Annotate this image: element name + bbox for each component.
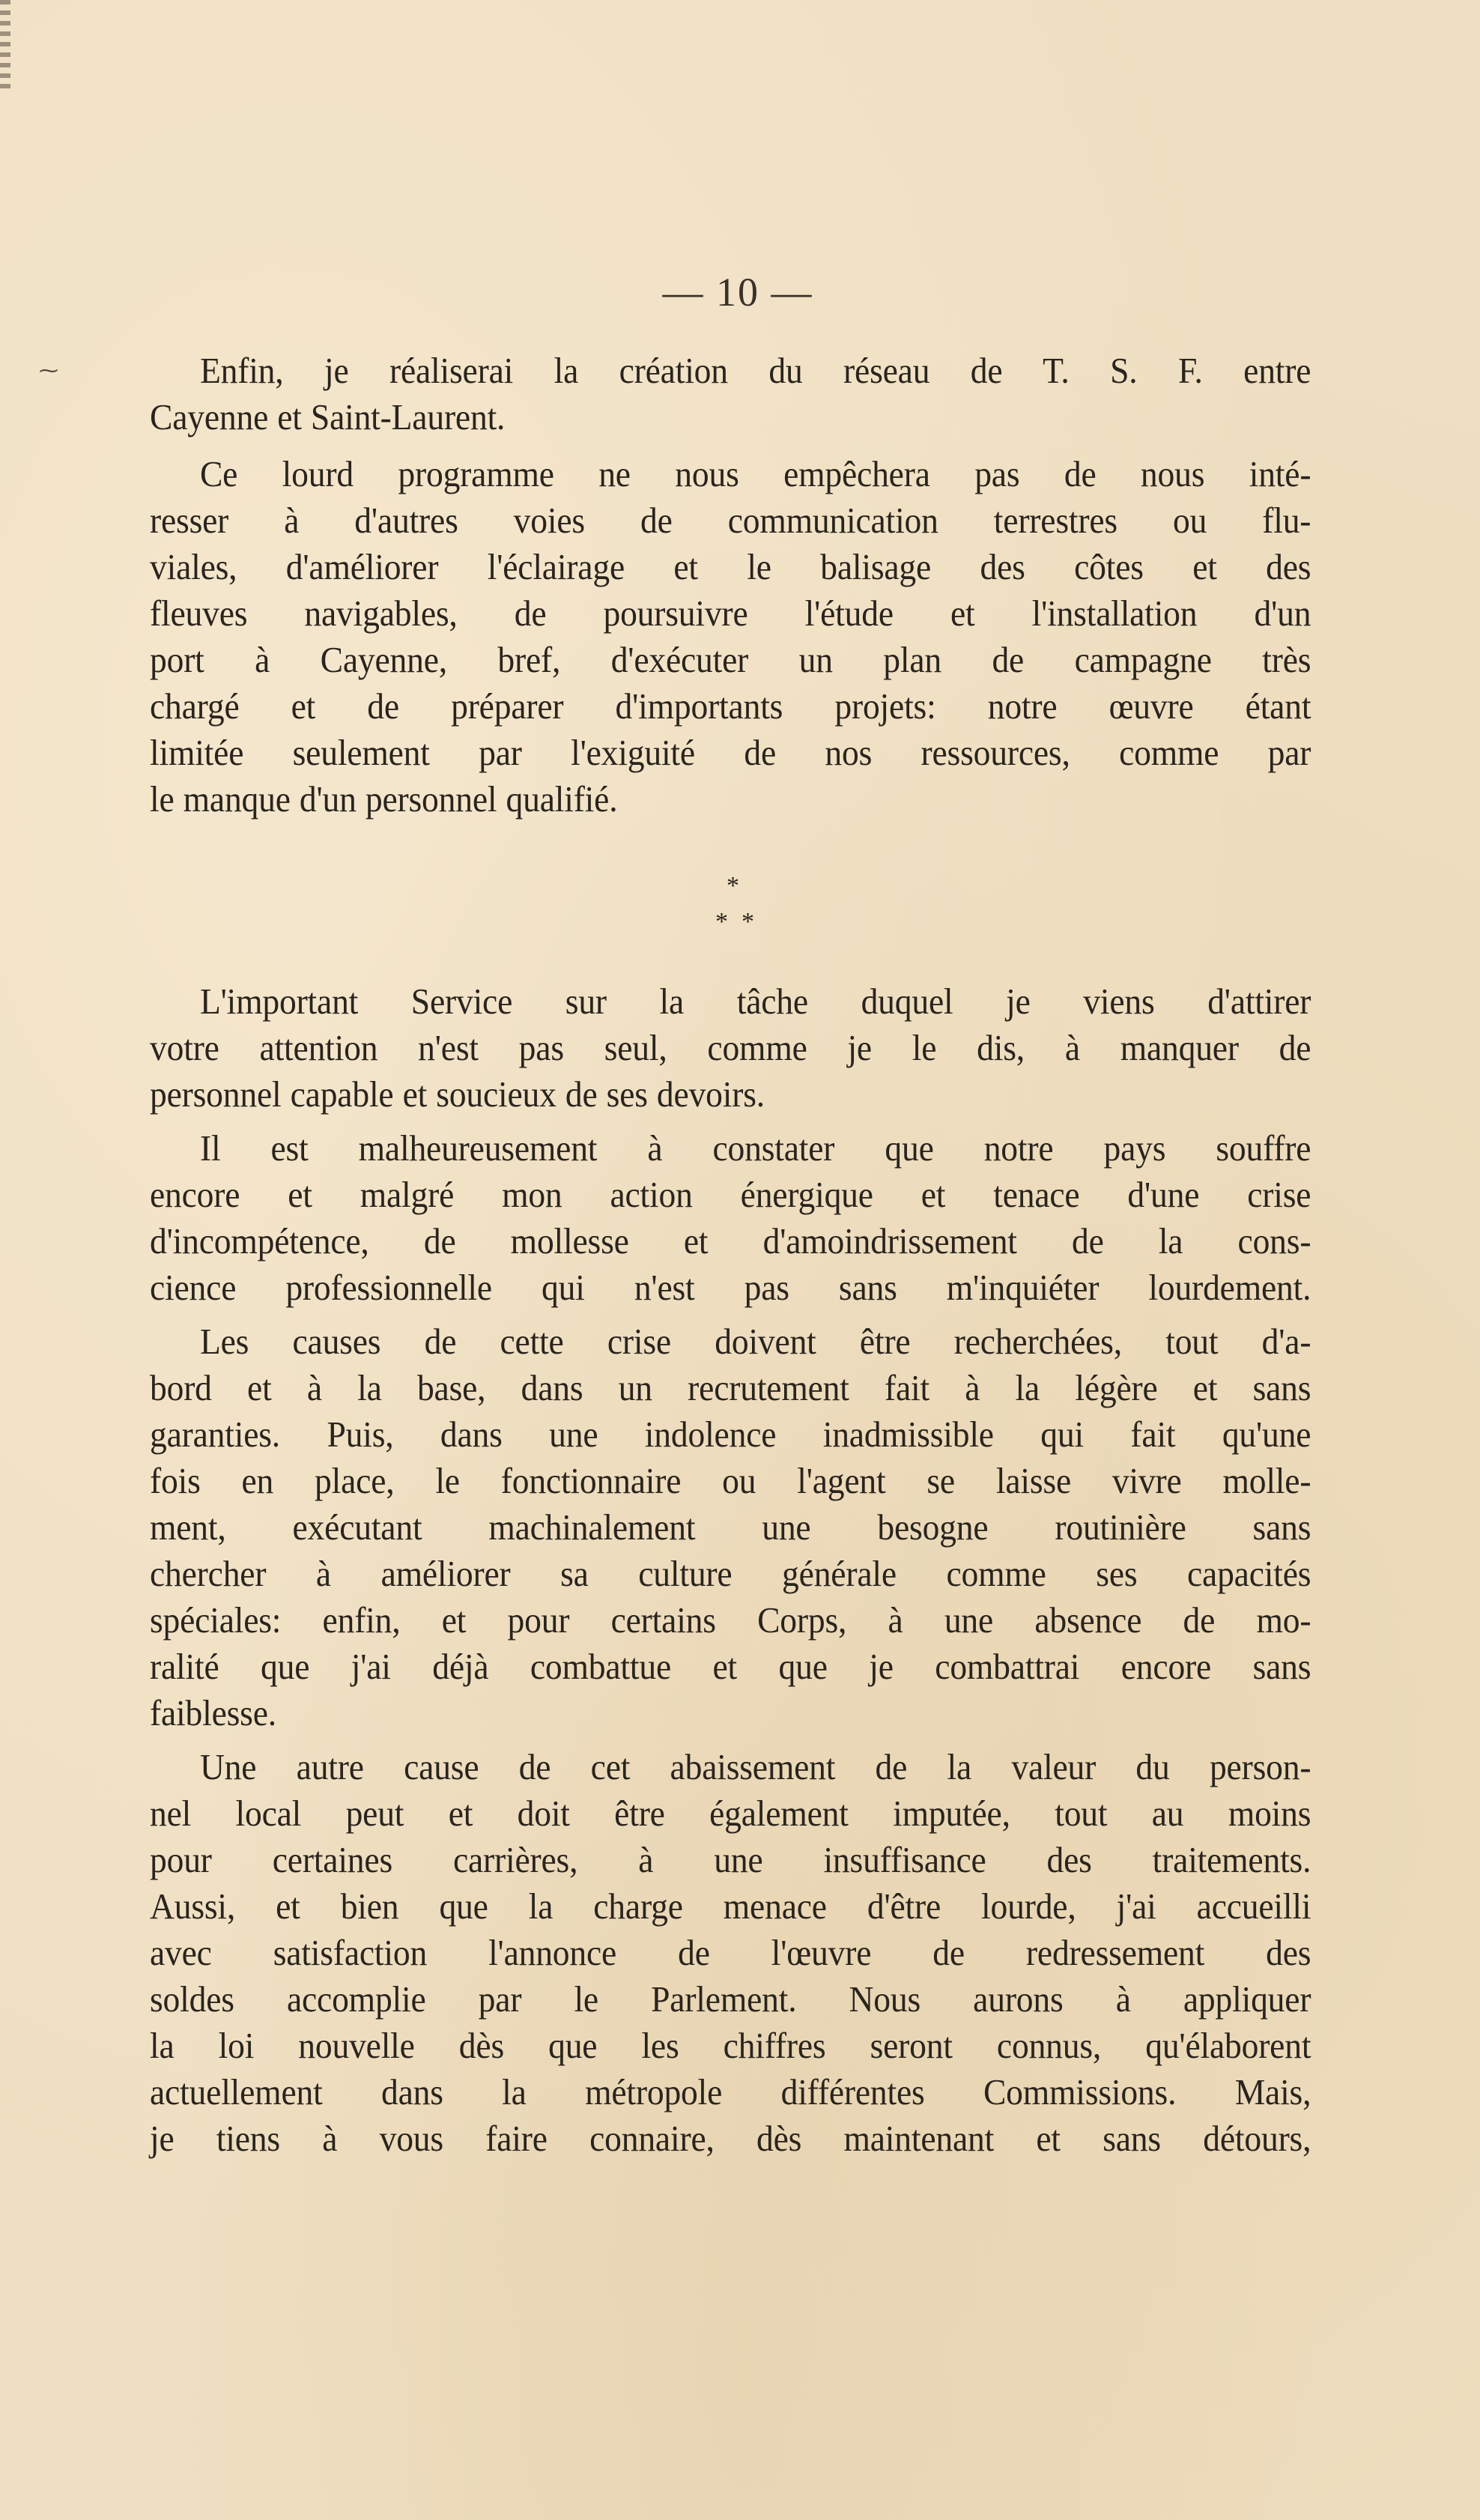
text-line: Cayenne et Saint-Laurent. <box>150 396 506 437</box>
page-number: — 10 — <box>662 270 813 315</box>
text-line: nel local peut et doit être également imputée, tout au moins <box>150 1793 1311 1834</box>
margin-mark: ⁓ <box>39 360 58 381</box>
paragraph-programme <box>150 451 1311 823</box>
text-line: Une autre cause de cet abaissement de la valeur du person- <box>199 1746 1311 1787</box>
text-line: personnel capable et soucieux de ses devoirs. <box>150 1073 765 1115</box>
text-line: chargé et de préparer d'importants projets: notre œuvre étant <box>150 685 1311 727</box>
text-line: avec satisfaction l'annonce de l'œuvre de redressement des <box>150 1932 1311 1973</box>
text-line: bord et à la base, dans un recrutement fait à la légère et sans <box>150 1367 1311 1408</box>
text-line: le manque d'un personnel qualifié. <box>150 778 618 820</box>
text-line: ment, exécutant machinalement une besogne routinière sans <box>150 1506 1311 1548</box>
text-line: faiblesse. <box>150 1692 276 1733</box>
text-line: ralité que j'ai déjà combattue et que je combattrai encore sans <box>150 1646 1311 1687</box>
text-line: je tiens à vous faire connaire, dès maintenant et sans détours, <box>150 2118 1311 2159</box>
text-line: actuellement dans la métropole différentes Commissions. Mais, <box>150 2071 1311 2112</box>
text-line: limitée seulement par l'exiguité de nos ressources, comme par <box>150 732 1311 773</box>
text-line: pour certaines carrières, à une insuffisance des traitements. <box>150 1839 1311 1880</box>
paragraph-crise-incompetence <box>150 1125 1311 1311</box>
scan-edge-artifact <box>0 0 10 90</box>
text-line: port à Cayenne, bref, d'exécuter un plan de campagne très <box>150 639 1311 680</box>
asterism-separator <box>150 851 1311 978</box>
text-line: encore et malgré mon action énergique et tenace d'une crise <box>150 1174 1311 1215</box>
paragraph-service-personnel <box>150 978 1311 1118</box>
text-line: d'incompétence, de mollesse et d'amoindrissement de la cons- <box>150 1220 1311 1261</box>
text-line: spéciales: enfin, et pour certains Corps, à une absence de mo- <box>150 1599 1311 1641</box>
asterism-star-icon: * <box>741 908 754 936</box>
text-line: Aussi, et bien que la charge menace d'être lourde, j'ai accueilli <box>150 1886 1311 1927</box>
document-page <box>150 270 1311 2162</box>
paragraph-causes-crise <box>150 1318 1311 1736</box>
text-line: fois en place, le fonctionnaire ou l'agent se laisse vivre molle- <box>150 1460 1311 1501</box>
text-line: Enfin, je réaliserai la création du réseau de T. S. F. entre <box>199 350 1311 391</box>
text-line: garanties. Puis, dans une indolence inadmissible qui fait qu'une <box>150 1414 1311 1455</box>
text-line: la loi nouvelle dès que les chiffres seront connus, qu'élaborent <box>150 2025 1311 2066</box>
text-line: viales, d'améliorer l'éclairage et le balisage des côtes et des <box>150 546 1311 587</box>
text-line: soldes accomplie par le Parlement. Nous aurons à appliquer <box>150 1978 1311 2020</box>
text-line: chercher à améliorer sa culture générale comme ses capacités <box>150 1553 1311 1594</box>
text-line: Ce lourd programme ne nous empêchera pas de nous inté- <box>199 453 1311 494</box>
paragraph-traitements <box>150 1744 1311 2162</box>
paragraph-tsf-network <box>150 348 1311 440</box>
asterism-star-icon: * <box>715 908 728 936</box>
text-line: fleuves navigables, de poursuivre l'étude et l'installation d'un <box>150 593 1311 634</box>
text-line: cience professionnelle qui n'est pas sans m'inquiéter lourdement. <box>150 1267 1311 1308</box>
text-line: Il est malheureusement à constater que notre pays souffre <box>199 1127 1311 1169</box>
asterism-star-icon: * <box>727 872 739 900</box>
text-line: L'important Service sur la tâche duquel je viens d'attirer <box>199 981 1311 1022</box>
text-line: resser à d'autres voies de communication terrestres ou flu- <box>150 500 1311 541</box>
text-line: Les causes de cette crise doivent être recherchées, tout d'a- <box>199 1321 1311 1362</box>
text-line: votre attention n'est pas seul, comme je le dis, à manquer de <box>150 1027 1311 1068</box>
